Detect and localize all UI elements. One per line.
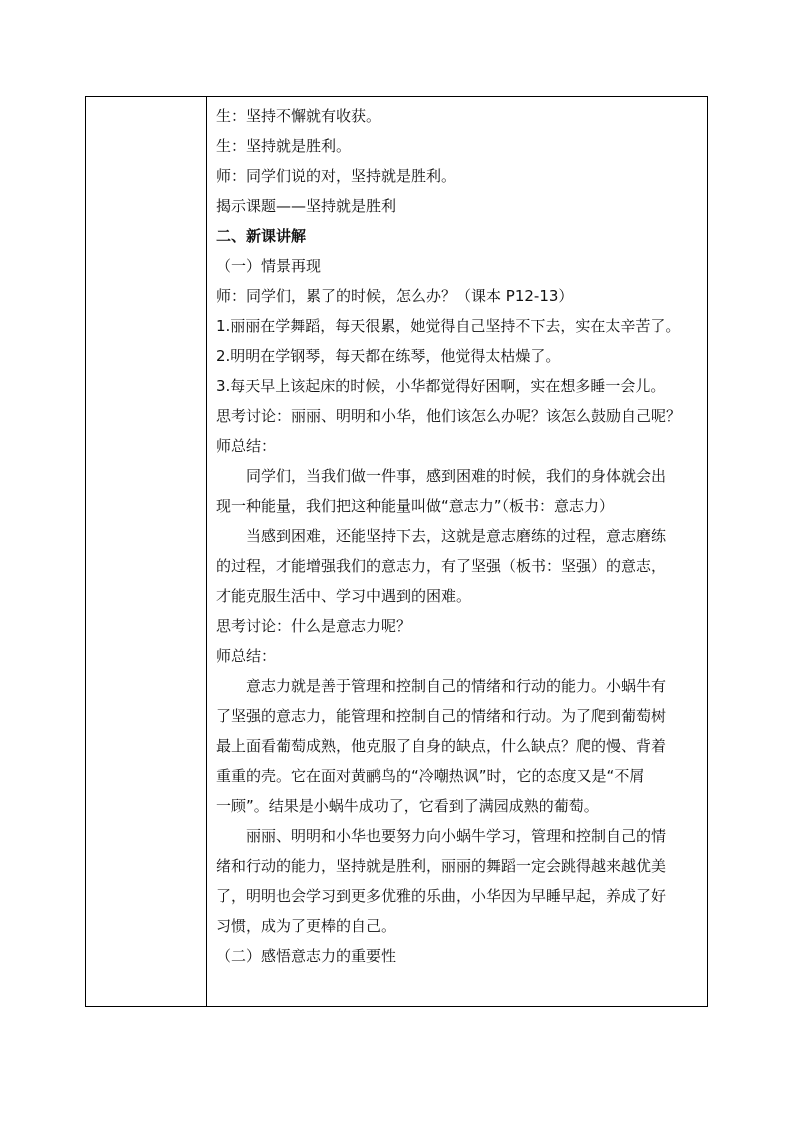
paragraph-line: 最上面看葡萄成熟，他克服了自身的缺点，什么缺点？爬的慢、背着 — [216, 737, 667, 755]
paragraph-line: 同学们，当我们做一件事，感到困难的时候，我们的身体就会出 — [246, 467, 667, 485]
paragraph-line: 绪和行动的能力，坚持就是胜利，丽丽的舞蹈一定会跳得越来越优美 — [216, 857, 667, 875]
lesson-content-cell — [216, 101, 703, 971]
teacher-summary-label: 师总结： — [216, 647, 277, 665]
text-line: 揭示课题——坚持就是胜利 — [216, 197, 397, 215]
text-line: 生：坚持就是胜利。 — [216, 137, 352, 155]
paragraph-line: 了，明明也会学习到更多优雅的乐曲，小华因为早睡早起，养成了好 — [216, 887, 667, 905]
list-item: 1.丽丽在学舞蹈，每天很累，她觉得自己坚持不下去，实在太辛苦了。 — [216, 317, 681, 335]
subsection-heading: （二）感悟意志力的重要性 — [216, 947, 397, 965]
list-item: 2.明明在学钢琴，每天都在练琴，他觉得太枯燥了。 — [216, 347, 561, 365]
paragraph-line: 重重的壳。它在面对黄鹂鸟的“冷嘲热讽”时，它的态度又是“不屑 — [216, 767, 645, 785]
text-line: 生：坚持不懈就有收获。 — [216, 107, 382, 125]
paragraph — [216, 461, 703, 521]
discussion-prompt: 思考讨论：什么是意志力呢？ — [216, 617, 412, 635]
lesson-table — [85, 96, 708, 1007]
paragraph-line: 习惯，成为了更棒的自己。 — [216, 917, 397, 935]
text-line: 师：同学们，累了的时候，怎么办？（课本 P12-13） — [216, 287, 574, 305]
discussion-prompt: 思考讨论：丽丽、明明和小华，他们该怎么办呢？该怎么鼓励自己呢？ — [216, 407, 682, 425]
text-line: 师：同学们说的对，坚持就是胜利。 — [216, 167, 457, 185]
paragraph — [216, 821, 703, 941]
paragraph-line: 意志力就是善于管理和控制自己的情绪和行动的能力。小蜗牛有 — [246, 677, 667, 695]
list-item: 3.每天早上该起床的时候，小华都觉得好困啊，实在想多睡一会儿。 — [216, 377, 666, 395]
paragraph — [216, 671, 703, 821]
paragraph-line: 一顾”。结果是小蜗牛成功了，它看到了满园成熟的葡萄。 — [216, 797, 599, 815]
paragraph-line: 的过程，才能增强我们的意志力，有了坚强（板书：坚强）的意志， — [216, 557, 667, 575]
column-divider — [206, 97, 207, 1006]
paragraph-line: 现一种能量，我们把这种能量叫做“意志力”（板书：意志力） — [216, 497, 615, 515]
paragraph-line: 当感到困难，还能坚持下去，这就是意志磨练的过程，意志磨练 — [246, 527, 667, 545]
paragraph-line: 了坚强的意志力，能管理和控制自己的情绪和行动。为了爬到葡萄树 — [216, 707, 667, 725]
teacher-summary-label: 师总结： — [216, 437, 277, 455]
paragraph-line: 丽丽、明明和小华也要努力向小蜗牛学习，管理和控制自己的情 — [246, 827, 667, 845]
paragraph-line: 才能克服生活中、学习中遇到的困难。 — [216, 587, 472, 605]
paragraph — [216, 521, 703, 611]
section-heading: 二、新课讲解 — [216, 227, 307, 245]
subsection-heading: （一）情景再现 — [216, 257, 322, 275]
